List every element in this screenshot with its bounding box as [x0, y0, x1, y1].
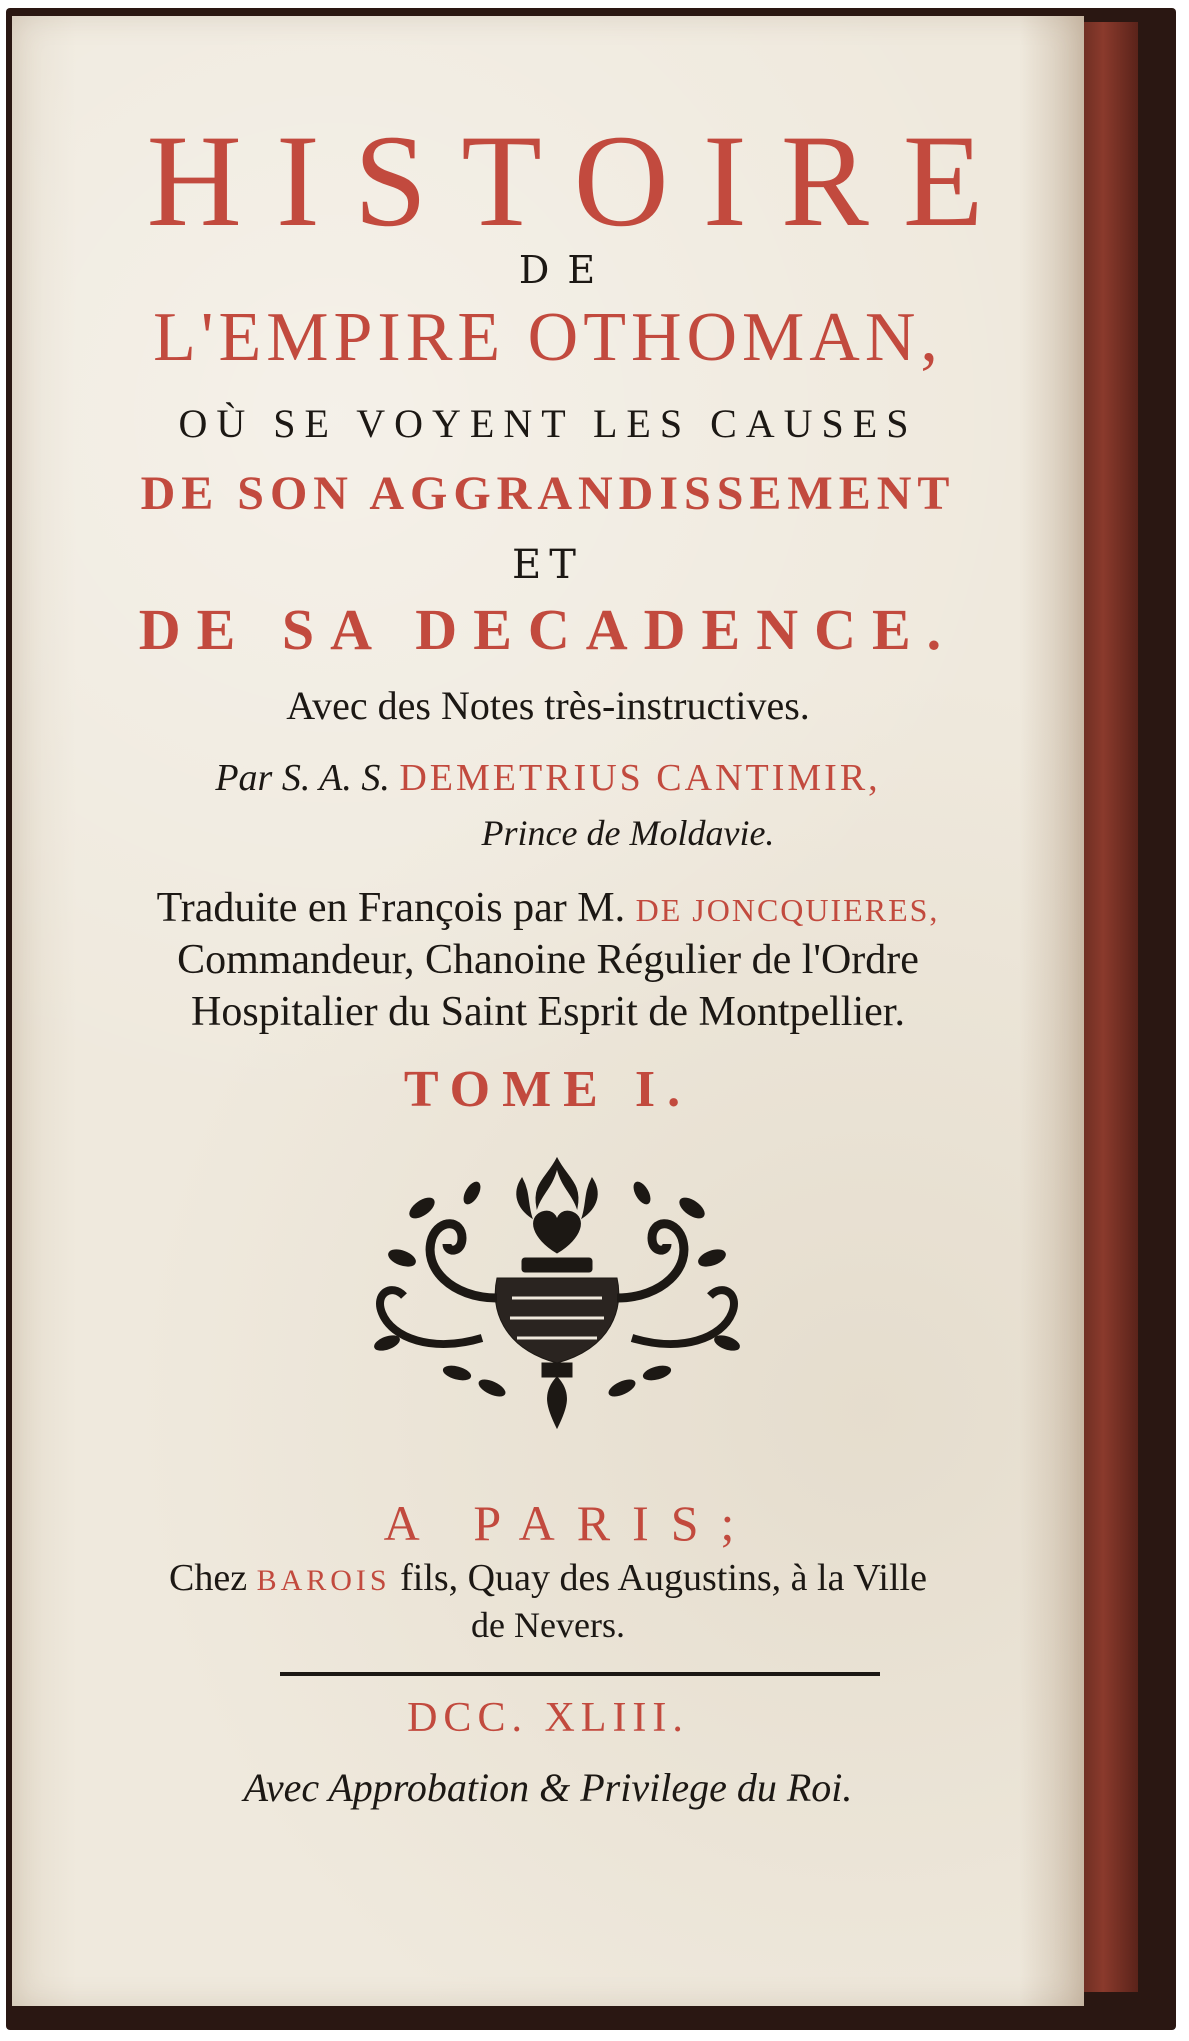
title-ou-se-voyent: OÙ SE VOYENT LES CAUSES — [178, 401, 918, 446]
publisher-line — [12, 1556, 1084, 1600]
hospitalier-line: Hospitalier du Saint Esprit de Montpellier. — [191, 989, 905, 1035]
ornament-icon — [362, 1148, 752, 1458]
title-et: ET — [512, 542, 584, 588]
nevers-line: de Nevers. — [471, 1605, 625, 1645]
traduite-label: Traduite en François par M. — [156, 885, 626, 931]
title-aggrandissement: DE SON AGGRANDISSEMENT — [140, 467, 956, 520]
prince-line: Prince de Moldavie. — [481, 813, 775, 853]
place-of-publication: A PARIS; — [383, 1495, 757, 1551]
author-name: DEMETRIUS CANTIMIR, — [399, 757, 881, 799]
translator-name: DE JONCQUIERES, — [635, 892, 940, 928]
par-label: Par S. A. S. — [215, 757, 390, 799]
commandeur-line: Commandeur, Chanoine Régulier de l'Ordre — [177, 937, 919, 983]
book-title: HISTOIRE — [146, 107, 1018, 254]
chez-label: Chez — [169, 1557, 248, 1599]
notes-line: Avec des Notes très-instructives. — [286, 683, 810, 728]
title-de: DE — [518, 248, 614, 292]
publisher-name: BAROIS — [256, 1564, 391, 1597]
divider-rule — [280, 1672, 880, 1676]
title-page — [12, 16, 1084, 2006]
tome-label: TOME I. — [403, 1061, 693, 1118]
publisher-address: fils, Quay des Augustins, à la Ville — [400, 1557, 927, 1599]
title-decadence: DE SA DECADENCE. — [138, 597, 958, 662]
translator-line — [12, 884, 1084, 932]
approbation-line: Avec Approbation & Privilege du Roi. — [243, 1765, 853, 1810]
title-empire: L'EMPIRE OTHOMAN, — [153, 299, 943, 376]
publication-date: DCC. XLIII. — [407, 1695, 689, 1741]
author-line — [12, 756, 1084, 800]
red-page-edges — [1080, 22, 1138, 1992]
